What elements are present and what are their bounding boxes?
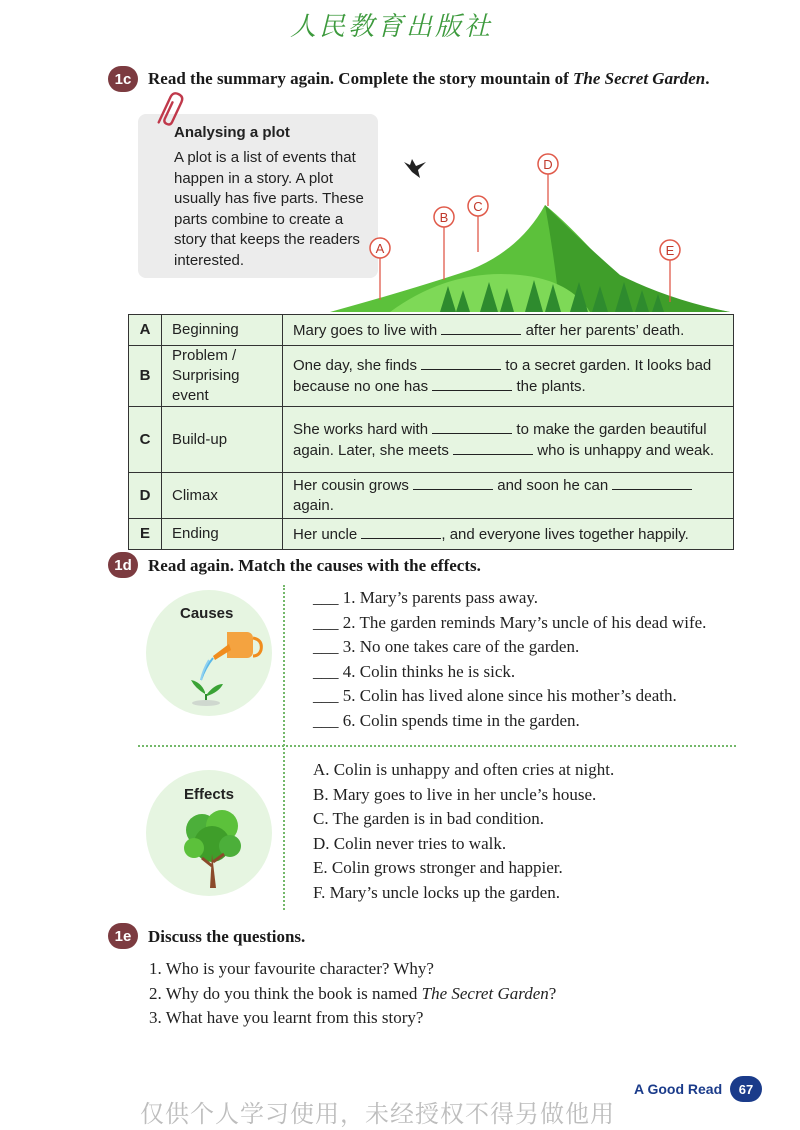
cause-item: ___ 2. The garden reminds Mary’s uncle of his dead wife. [313, 612, 707, 632]
row-summary [283, 346, 734, 407]
question-book-title: The Secret Garden [421, 983, 549, 1003]
pin-d-label: D [543, 157, 553, 172]
summary-text: Her cousin grows [293, 477, 409, 494]
pin-e-label: E [665, 243, 675, 258]
plot-note-body: A plot is a list of events that happen in a story. A plot usually has five parts. These parts combine to create a story that keeps the readers interested. [174, 149, 364, 269]
answer-blank[interactable] [413, 475, 493, 490]
summary-text: the plants. [516, 378, 586, 395]
watering-can-icon [185, 624, 265, 708]
summary-text: One day, she finds [293, 357, 417, 374]
summary-text: after her parents’ death. [525, 321, 685, 339]
row-letter: E [129, 519, 162, 550]
row-stage: Ending [162, 519, 283, 550]
answer-blank[interactable] [441, 320, 521, 335]
question-text: 1. Who is your favourite character? Why? [149, 959, 434, 978]
table-row [129, 473, 734, 519]
tree-icon [180, 806, 244, 890]
cause-item: ___ 5. Colin has lived alone since his mother’s death. [313, 686, 677, 705]
summary-text: , and everyone lives together happily. [441, 525, 689, 543]
causes-label: Causes [180, 605, 234, 622]
cause-item: ___ 4. Colin thinks he is sick. [313, 661, 516, 681]
section-title: A Good Read [634, 1081, 723, 1097]
cause-item: ___ 1. Mary’s parents pass away. [313, 588, 539, 607]
summary-text: and soon he can [497, 477, 609, 494]
summary-text: to make the garden beautiful again. Later, she meets [293, 420, 707, 459]
summary-text: Mary goes to live with [293, 321, 438, 339]
vertical-divider [283, 585, 285, 910]
task-badge-1c: 1c [108, 66, 138, 92]
row-summary [283, 473, 734, 519]
story-mountain-illustration [330, 140, 730, 316]
summary-text: to a secret garden. It looks bad because no one has [293, 357, 712, 395]
effects-list [313, 758, 614, 905]
plot-note-title: Analysing a plot [174, 124, 290, 141]
table-row [129, 519, 734, 550]
row-summary [283, 519, 734, 550]
effect-item: D. Colin never tries to walk. [313, 833, 507, 853]
table-row [129, 315, 734, 346]
effect-item: C. The garden is in bad condition. [313, 809, 545, 828]
summary-text: again. [293, 497, 334, 514]
task-1d-instruction: Read again. Match the causes with the effects. [148, 556, 481, 575]
row-summary [283, 407, 734, 473]
answer-blank[interactable] [361, 524, 441, 539]
page-number: 67 [730, 1076, 762, 1102]
summary-text: Her uncle [293, 525, 358, 543]
row-letter: B [129, 346, 162, 407]
effect-item: E. Colin grows stronger and happier. [313, 858, 563, 877]
story-mountain-table [128, 314, 734, 550]
summary-text: who is unhappy and weak. [537, 441, 715, 459]
task-badge-1d: 1d [108, 552, 138, 578]
cause-item: ___ 6. Colin spends time in the garden. [313, 710, 580, 730]
summary-text: She works hard with [293, 420, 429, 438]
pin-c-label: C [473, 199, 483, 214]
publisher-name: 人民教育出版社 [290, 12, 494, 42]
watermark-text: 仅供个人学习使用，未经授权不得另做他用 [140, 1100, 615, 1128]
effect-item: F. Mary’s uncle locks up the garden. [313, 882, 560, 902]
question-text: 2. Why do you think the book is named [149, 983, 422, 1003]
cause-item: ___ 3. No one takes care of the garden. [313, 637, 580, 656]
effect-item: A. Colin is unhappy and often cries at night. [313, 760, 615, 779]
row-letter: D [129, 473, 162, 519]
answer-blank[interactable] [453, 440, 533, 455]
row-stage: Beginning [162, 315, 283, 346]
pin-a-label: A [375, 241, 385, 256]
row-stage: Build-up [162, 407, 283, 473]
question-item [149, 1006, 556, 1031]
question-text: 3. What have you learnt from this story? [149, 1008, 424, 1027]
row-summary [283, 315, 734, 346]
question-text: ? [548, 983, 557, 1003]
answer-blank[interactable] [612, 475, 692, 490]
effect-item: B. Mary goes to live in her uncle’s house. [313, 784, 597, 804]
task-1c-book-title: The Secret Garden [572, 69, 706, 88]
task-1c-period: . [705, 69, 710, 88]
causes-list [313, 586, 706, 733]
table-row [129, 346, 734, 407]
horizontal-divider [138, 745, 736, 747]
pin-b-label: B [439, 210, 449, 225]
question-item [149, 957, 556, 982]
row-stage: Problem / Surprising event [162, 346, 283, 407]
answer-blank[interactable] [432, 376, 512, 391]
task-1e-instruction: Discuss the questions. [148, 927, 306, 946]
answer-blank[interactable] [432, 419, 512, 434]
row-stage: Climax [162, 473, 283, 519]
row-letter: C [129, 407, 162, 473]
question-item [149, 982, 556, 1007]
table-row [129, 407, 734, 473]
task-badge-1e: 1e [108, 923, 138, 949]
discussion-questions [149, 957, 556, 1031]
task-1c-text: Read the summary again. Complete the story mountain of [148, 69, 569, 88]
effects-label: Effects [184, 786, 235, 803]
answer-blank[interactable] [421, 355, 501, 370]
row-letter: A [129, 315, 162, 346]
task-1c-instruction [148, 69, 709, 89]
